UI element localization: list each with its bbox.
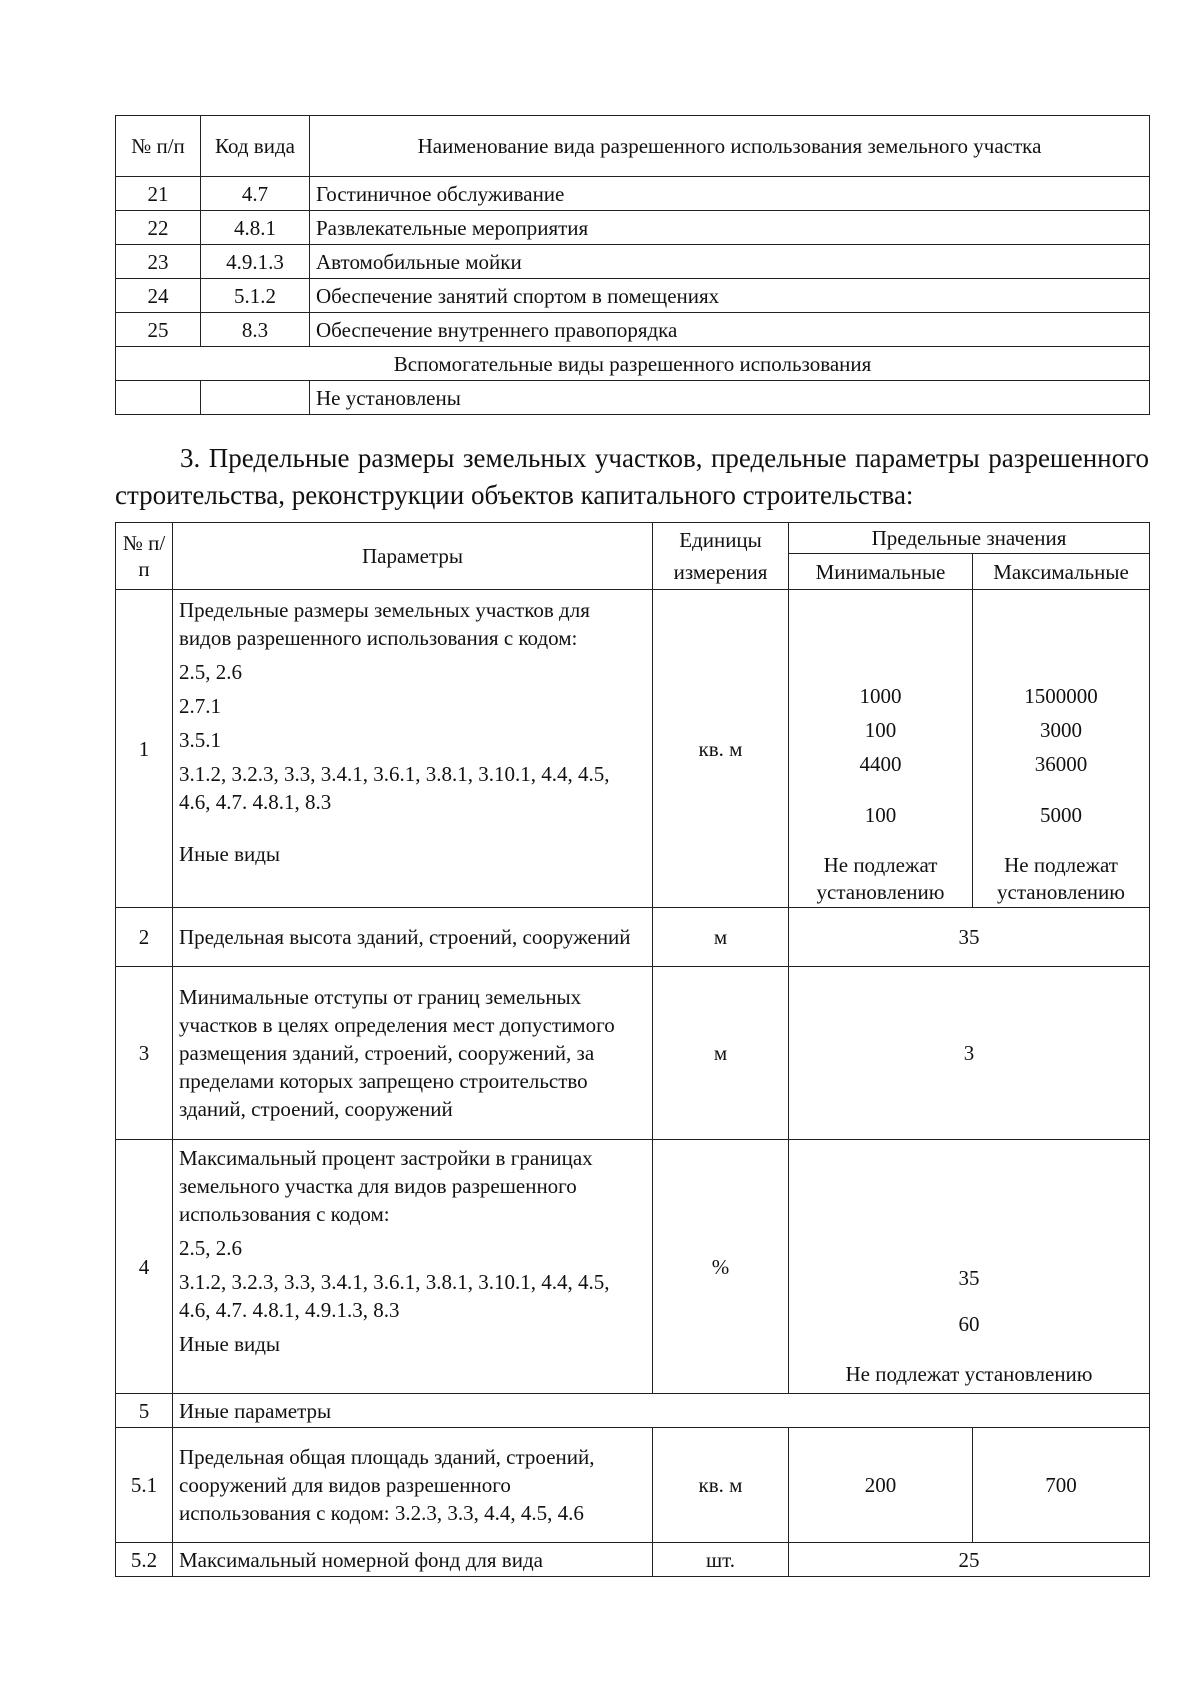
row-num: 22 [116,211,201,245]
row-code: 4.9.1.3 [201,245,310,279]
header-num: № п/п [116,116,201,177]
section-3-paragraph [115,440,1149,514]
table-row [116,177,1150,211]
section-row [116,347,1150,381]
row-values [789,1140,1150,1394]
header-name: Наименование вида разрешенного использования земельного участка [310,116,1150,177]
header-limits: Предельные значения [789,523,1150,554]
row-max-values [973,590,1150,908]
max-value: Не подлежат установлению [997,853,1125,904]
table-row [116,313,1150,347]
row-params: Иные параметры [173,1394,1150,1428]
table-row [116,1428,1150,1543]
row-num: 25 [116,313,201,347]
table-row [116,279,1150,313]
header-min: Минимальные [789,554,973,590]
table-row [116,967,1150,1140]
row-name: Автомобильные мойки [310,245,1150,279]
row-params [173,590,653,908]
row-params: Предельная высота зданий, строений, сооружений [173,908,653,967]
table-row [116,245,1150,279]
row-params: Минимальные отступы от границ земельных участков в целях определения мест допустимого размещения зданий, строений, сооружений, за пределами которых запрещено строительство зданий, строений, сооружений [173,967,653,1140]
header-num: № п/п [116,523,173,590]
table-row [116,211,1150,245]
row-params [173,1140,653,1394]
value: 35 [958,1266,980,1290]
section-heading: Вспомогательные виды разрешенного использования [116,347,1150,381]
row-num: 2 [116,908,173,967]
row-value: 25 [789,1543,1150,1577]
land-use-types-table [115,115,1150,415]
row-unit: % [653,1140,789,1394]
min-value: 100 [864,803,897,827]
limits-table [115,522,1150,1577]
row-code: 4.7 [201,177,310,211]
row-num: 24 [116,279,201,313]
header-code: Код вида [201,116,310,177]
value: 60 [958,1312,980,1336]
row-name: Обеспечение занятий спортом в помещениях [310,279,1150,313]
min-value: Не подлежат установлению [816,853,945,904]
row-unit: кв. м [653,1428,789,1543]
row-code: 4.8.1 [201,211,310,245]
row-num: 21 [116,177,201,211]
min-value: 100 [864,718,897,742]
row-unit: шт. [653,1543,789,1577]
row-code [201,381,310,415]
row-num: 4 [116,1140,173,1394]
row-min: 200 [789,1428,973,1543]
row-unit: м [653,908,789,967]
value: Не подлежат установлению [845,1362,1093,1386]
table-row [116,381,1150,415]
header-units: Единицы измерения [653,523,789,590]
max-value: 1500000 [1024,684,1098,708]
row-code: 8.3 [201,313,310,347]
param-item: Иные виды [179,1332,281,1356]
table-row [116,1543,1150,1577]
table-row [116,1140,1150,1394]
row-name: Развлекательные мероприятия [310,211,1150,245]
row-min-values [789,590,973,908]
param-item: 2.7.1 [179,694,221,718]
min-value: 4400 [859,752,902,776]
row-code: 5.1.2 [201,279,310,313]
table-header-row [116,116,1150,177]
row-num: 3 [116,967,173,1140]
param-item: Иные виды [179,842,281,866]
header-params: Параметры [173,523,653,590]
max-value: 3000 [1040,718,1082,742]
row-num: 23 [116,245,201,279]
row-name: Гостиничное обслуживание [310,177,1150,211]
max-value: 36000 [1034,752,1088,776]
param-title: Максимальный процент застройки в границах земельного участка для видов разрешенного использования с кодом: [179,1146,593,1226]
row-value: 35 [789,908,1150,967]
row-params: Максимальный номерной фонд для вида [173,1543,653,1577]
table-header-row [116,523,1150,554]
header-max: Максимальные [973,554,1150,590]
param-item: 2.5, 2.6 [179,660,242,684]
row-max: 700 [973,1428,1150,1543]
table-row [116,908,1150,967]
row-unit: кв. м [653,590,789,908]
param-item: 3.1.2, 3.2.3, 3.3, 3.4.1, 3.6.1, 3.8.1, 3.10.1, 4.4, 4.5, 4.6, 4.7. 4.8.1, 4.9.1.3, 8.3 [179,1270,610,1322]
param-item: 3.5.1 [179,728,221,752]
row-num: 5.1 [116,1428,173,1543]
max-value: 5000 [1040,803,1082,827]
param-item: 2.5, 2.6 [179,1236,242,1260]
table-row [116,1394,1150,1428]
row-unit: м [653,967,789,1140]
row-value: 3 [789,967,1150,1140]
row-num: 5.2 [116,1543,173,1577]
row-num: 5 [116,1394,173,1428]
param-title: Предельные размеры земельных участков для видов разрешенного использования с кодом: [179,598,590,650]
row-name: Обеспечение внутреннего правопорядка [310,313,1150,347]
row-params: Предельная общая площадь зданий, строений, сооружений для видов разрешенного использования с кодом: 3.2.3, 3.3, 4.4, 4.5, 4.6 [173,1428,653,1543]
paragraph-text: 3. Предельные размеры земельных участков, предельные параметры разрешенного строительства, реконструкции объектов капитального строительства: [115,443,1149,510]
row-num [116,381,201,415]
row-num: 1 [116,590,173,908]
row-name: Не установлены [310,381,1150,415]
table-row [116,590,1150,908]
param-item: 3.1.2, 3.2.3, 3.3, 3.4.1, 3.6.1, 3.8.1, 3.10.1, 4.4, 4.5, 4.6, 4.7. 4.8.1, 8.3 [179,762,610,814]
min-value: 1000 [859,684,902,708]
